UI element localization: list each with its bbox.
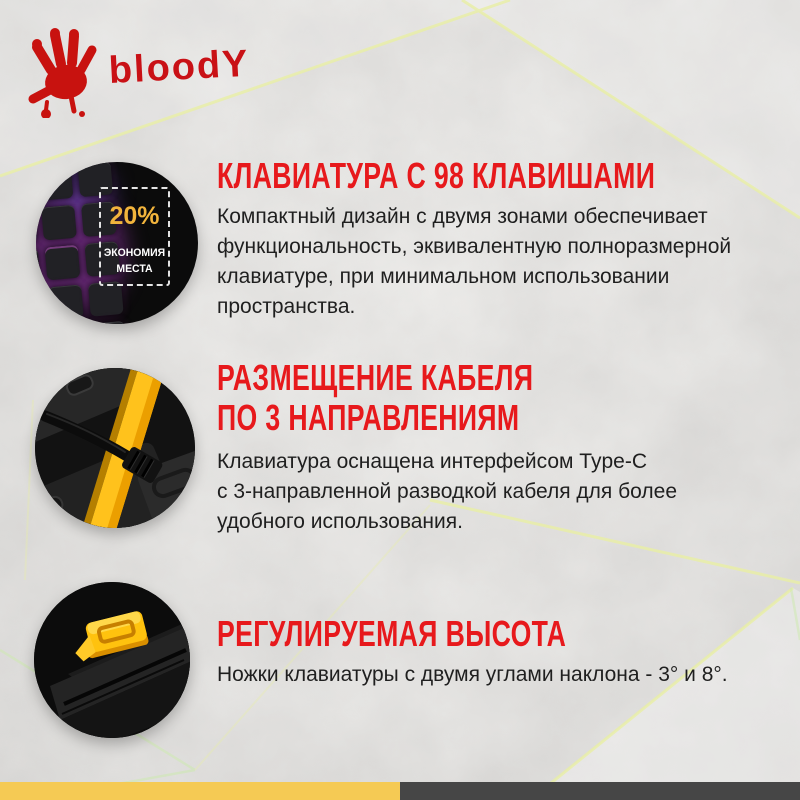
space-saving-badge (99, 187, 170, 286)
section2-body: Клавиатура оснащена интерфейсом Type-C с 3-направленной разводкой кабеля для более удобного использования. (217, 450, 678, 533)
cable-routing-illustration (35, 368, 195, 528)
bloody-logo (24, 26, 254, 112)
adjustable-foot-illustration (34, 582, 190, 738)
bloody-logo-text: bloodY (107, 42, 251, 93)
adjustable-foot-photo (34, 582, 190, 738)
section1-body: Компактный дизайн с двумя зонами обеспечивает функциональность, эквивалентную полноразмерной клавиатуре, при минимальном использовании пространства. (217, 205, 732, 318)
section1-title: КЛАВИАТУРА С 98 КЛАВИШАМИ (217, 155, 656, 196)
bottom-bar-yellow (0, 782, 400, 800)
section3-title: РЕГУЛИРУЕМАЯ ВЫСОТА (217, 613, 567, 654)
badge-label: ЭКОНОМИЯ МЕСТА (103, 247, 166, 275)
cable-routing-photo (35, 368, 195, 528)
bottom-bar-dark (400, 782, 800, 800)
section3-body: Ножки клавиатуры с двумя углами наклона - 3° и 8°. (217, 663, 728, 686)
section2-title: РАЗМЕЩЕНИЕ КАБЕЛЯ ПО 3 НАПРАВЛЕНИЯМ (217, 357, 534, 438)
badge-percent: 20% (109, 202, 160, 230)
numpad-photo (36, 162, 198, 324)
bloody-handprint-icon (24, 26, 104, 118)
